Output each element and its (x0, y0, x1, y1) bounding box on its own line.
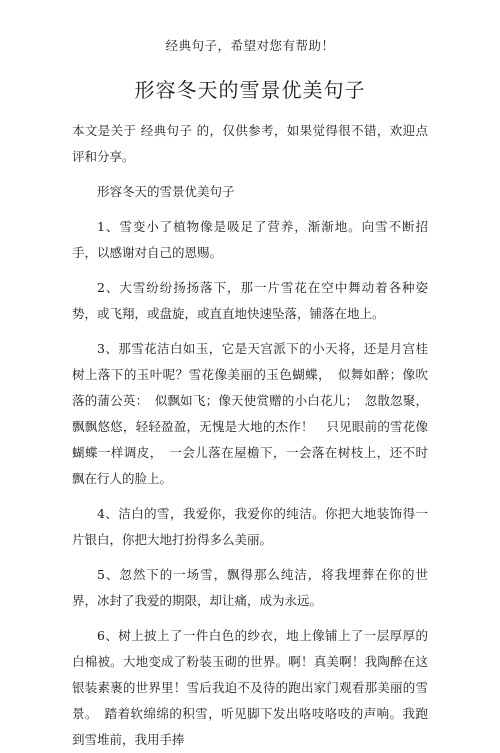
document-body (72, 118, 428, 753)
document-title: 形容冬天的雪景优美句子 (134, 78, 366, 102)
paragraph-1: 1、雪变小了植物像是吸足了营养，渐渐地。向雪不断招手，以感谢对自己的恩赐。 (72, 219, 428, 260)
paragraph-5: 5、忽然下的一场雪，飘得那么纯洁，将我埋葬在你的世界，冰封了我爱的期限，却让痛，成为永远。 (72, 567, 428, 608)
paragraph-4: 4、洁白的雪，我爱你，我爱你的纯洁。你把大地装饰得一片银白，你把大地打扮得多么美丽。 (72, 506, 428, 547)
paragraph-3: 3、那雪花洁白如玉，它是天宫派下的小天将，还是月宫桂树上落下的玉叶呢？雪花像美丽的玉色蝴蝶， 似舞如醉；像吹落的蒲公英： 似飘如飞；像天使赏赠的小白花儿； 忽散忽聚，飘飘悠悠，轻轻盈盈，无愧是大地的杰作！ 只见眼前的雪花像蝴蝶一样调皮， 一会儿落在屋檐下，一会落在树枝上，还不时飘在行人的脸上。 (72, 341, 428, 486)
header-note: 经典句子，希望对您有帮助！ (165, 38, 335, 53)
intro-paragraph: 本文是关于 经典句子 的，仅供参考，如果觉得很不错，欢迎点评和分享。 (72, 123, 428, 164)
section-subtitle: 形容冬天的雪景优美句子 (97, 184, 235, 199)
paragraph-6: 6、树上披上了一件白色的纱衣，地上像铺上了一层厚厚的白棉被。大地变成了粉装玉砌的世界。啊！真美啊！我陶醉在这银装素裹的世界里！雪后我迫不及待的跑出家门观看那美丽的雪景。 踏着软绵绵的积雪，听见脚下发出咯吱咯吱的声响。我跑到雪堆前，我用手捧 (72, 628, 428, 747)
paragraph-2: 2、大雪纷纷扬扬落下，那一片雪花在空中舞动着各种姿势，或飞翔，或盘旋，或直直地快速坠落，铺落在地上。 (72, 280, 428, 321)
